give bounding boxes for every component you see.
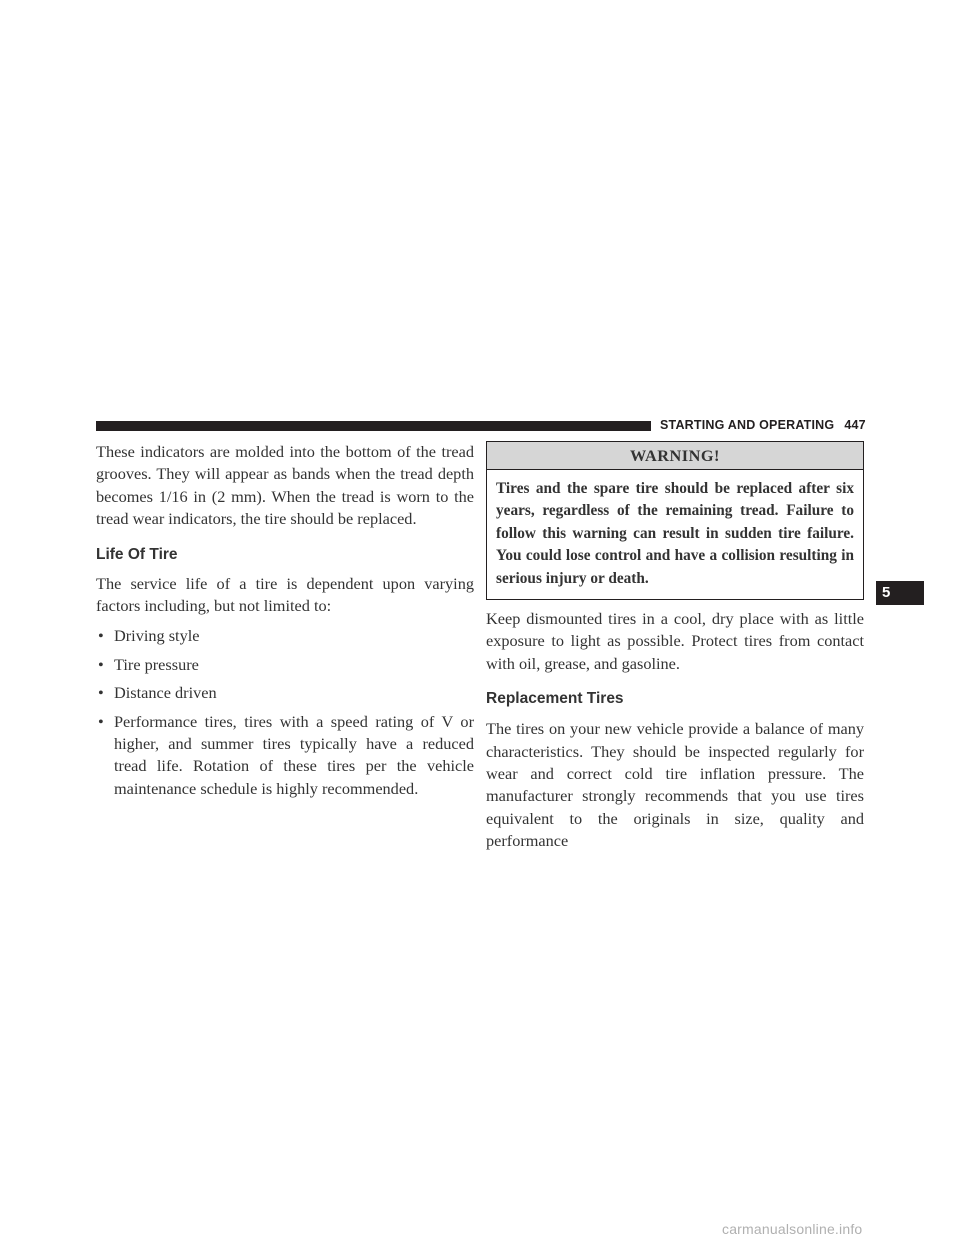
watermark: carmanualsonline.info	[722, 1221, 863, 1237]
list-item-text: Tire pressure	[114, 654, 199, 674]
intro-paragraph: These indicators are molded into the bottom of the tread grooves. They will appear as bands when the tread depth becomes 1/16 in (2 mm). When the tread is worn to the tread wear indicators, the tire should be replaced.	[96, 442, 474, 529]
storage-paragraph: Keep dismounted tires in a cool, dry place with as little exposure to light as possible. Protect tires from contact with oil, grease, and gasoline.	[486, 609, 864, 673]
list-item-text: Distance driven	[114, 683, 217, 703]
bullet-icon: •	[98, 683, 104, 703]
warning-title: WARNING!	[487, 442, 863, 470]
factor-list	[96, 625, 474, 800]
replacement-tires-heading: Replacement Tires	[486, 690, 624, 708]
life-paragraph: The service life of a tire is dependent upon varying factors including, but not limited to:	[96, 573, 474, 616]
warning-box	[486, 441, 864, 600]
life-of-tire-heading: Life Of Tire	[96, 545, 178, 563]
replacement-paragraph: The tires on your new vehicle provide a balance of many characteristics. They should be inspected regularly for wear and correct cold tire inflation pressure. The manufacturer strongly recommends that you use tires equivalent to the originals in size, quality and performance	[486, 719, 864, 851]
warning-text: Tires and the spare tire should be replaced after six years, regardless of the remaining tread. Failure to follow this warning can result in sudden tire failure. You could lose control and have a collision resulting in serious injury or death.	[496, 480, 854, 587]
list-item	[96, 654, 474, 676]
left-column	[96, 441, 474, 800]
list-item-text: Driving style	[114, 626, 200, 646]
list-item-text: Performance tires, tires with a speed rating of V or higher, and summer tires typically have a reduced tread life. Rotation of these tires per the vehicle maintenance schedule is highly recommended.	[114, 711, 474, 798]
bullet-icon: •	[98, 711, 104, 731]
running-header	[660, 418, 866, 432]
bullet-icon: •	[98, 654, 104, 674]
list-item	[96, 711, 474, 801]
right-column	[486, 441, 864, 853]
page-number: 447	[844, 418, 866, 432]
chapter-tab: 5	[876, 581, 924, 605]
bullet-icon: •	[98, 626, 104, 646]
section-title: STARTING AND OPERATING	[660, 418, 835, 432]
header-rule	[96, 421, 651, 431]
list-item	[96, 682, 474, 704]
list-item	[96, 625, 474, 647]
